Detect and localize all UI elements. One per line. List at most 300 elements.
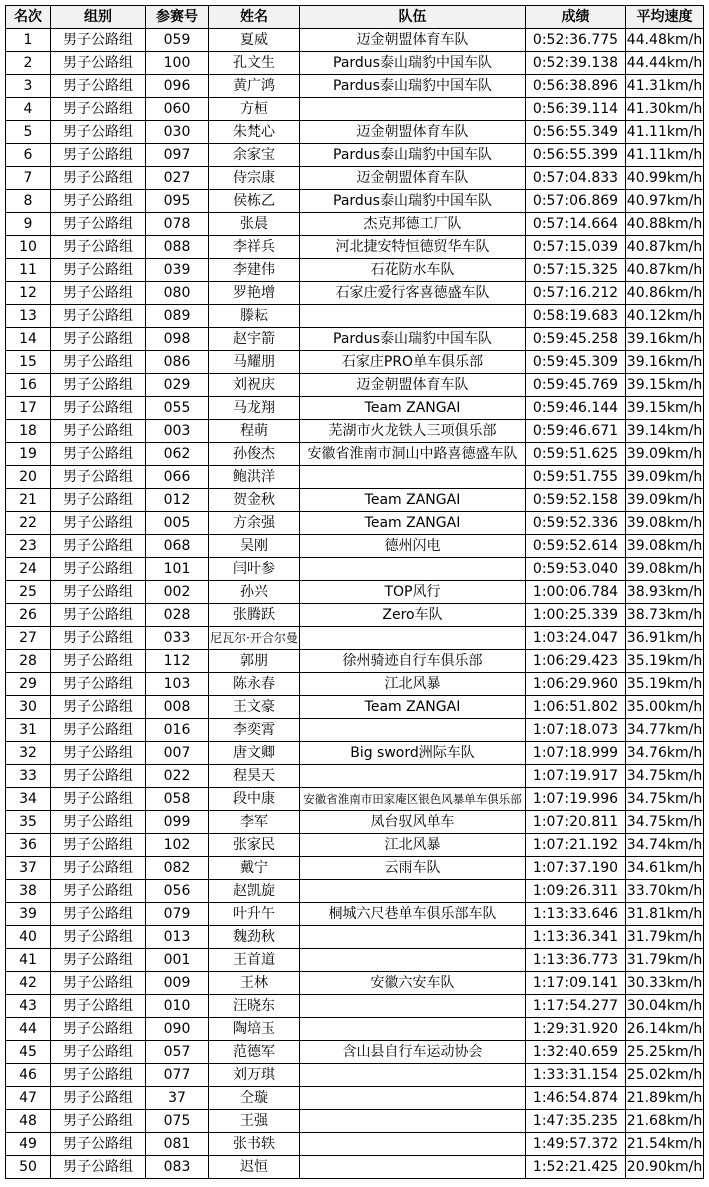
cell-name: 程昊天	[209, 765, 300, 788]
cell-name: 刘祝庆	[209, 374, 300, 397]
table-row	[6, 512, 704, 535]
table-row	[6, 535, 704, 558]
cell-name: 闫叶参	[209, 558, 300, 581]
cell-speed: 44.48km/h	[626, 29, 704, 52]
table-row	[6, 1018, 704, 1041]
results-body	[6, 29, 704, 1179]
table-row	[6, 1156, 704, 1179]
cell-rank: 24	[6, 558, 51, 581]
cell-name: 方余强	[209, 512, 300, 535]
cell-group: 男子公路组	[51, 236, 146, 259]
cell-bib: 077	[146, 1064, 209, 1087]
cell-time: 1:03:24.047	[526, 627, 626, 650]
cell-time: 0:59:46.144	[526, 397, 626, 420]
cell-group: 男子公路组	[51, 1110, 146, 1133]
cell-name: 范德军	[209, 1041, 300, 1064]
table-row	[6, 144, 704, 167]
cell-bib: 086	[146, 351, 209, 374]
cell-rank: 4	[6, 98, 51, 121]
cell-time: 0:59:45.258	[526, 328, 626, 351]
cell-bib: 099	[146, 811, 209, 834]
cell-bib: 057	[146, 1041, 209, 1064]
cell-name: 张书轶	[209, 1133, 300, 1156]
cell-group: 男子公路组	[51, 535, 146, 558]
cell-bib: 013	[146, 926, 209, 949]
cell-rank: 5	[6, 121, 51, 144]
cell-speed: 39.15km/h	[626, 374, 704, 397]
cell-team: TOP风行	[300, 581, 526, 604]
cell-time: 1:17:09.141	[526, 972, 626, 995]
cell-group: 男子公路组	[51, 788, 146, 811]
cell-time: 0:59:46.671	[526, 420, 626, 443]
cell-name: 赵宇箭	[209, 328, 300, 351]
cell-team: 徐州骑迹自行车俱乐部	[300, 650, 526, 673]
cell-speed: 44.44km/h	[626, 52, 704, 75]
cell-rank: 35	[6, 811, 51, 834]
cell-speed: 34.77km/h	[626, 719, 704, 742]
cell-rank: 2	[6, 52, 51, 75]
cell-group: 男子公路组	[51, 190, 146, 213]
table-row	[6, 1087, 704, 1110]
cell-group: 男子公路组	[51, 949, 146, 972]
cell-speed: 34.75km/h	[626, 788, 704, 811]
cell-group: 男子公路组	[51, 489, 146, 512]
cell-rank: 27	[6, 627, 51, 650]
cell-speed: 34.74km/h	[626, 834, 704, 857]
cell-time: 1:07:21.192	[526, 834, 626, 857]
table-row	[6, 75, 704, 98]
cell-speed: 39.08km/h	[626, 535, 704, 558]
cell-time: 0:58:19.683	[526, 305, 626, 328]
cell-team: Zero车队	[300, 604, 526, 627]
cell-group: 男子公路组	[51, 972, 146, 995]
cell-team: Team ZANGAI	[300, 397, 526, 420]
cell-time: 1:07:18.999	[526, 742, 626, 765]
cell-name: 夏威	[209, 29, 300, 52]
cell-name: 滕耘	[209, 305, 300, 328]
cell-group: 男子公路组	[51, 995, 146, 1018]
cell-rank: 14	[6, 328, 51, 351]
cell-time: 1:00:06.784	[526, 581, 626, 604]
cell-rank: 44	[6, 1018, 51, 1041]
header-name: 姓名	[209, 6, 300, 29]
cell-team	[300, 880, 526, 903]
cell-team: 德州闪电	[300, 535, 526, 558]
cell-rank: 23	[6, 535, 51, 558]
table-row	[6, 949, 704, 972]
cell-speed: 31.79km/h	[626, 926, 704, 949]
header-time: 成绩	[526, 6, 626, 29]
cell-time: 0:59:52.158	[526, 489, 626, 512]
cell-speed: 31.81km/h	[626, 903, 704, 926]
cell-rank: 19	[6, 443, 51, 466]
table-row	[6, 121, 704, 144]
cell-bib: 002	[146, 581, 209, 604]
cell-group: 男子公路组	[51, 75, 146, 98]
cell-time: 0:59:51.625	[526, 443, 626, 466]
cell-team: Team ZANGAI	[300, 512, 526, 535]
table-row	[6, 1110, 704, 1133]
cell-name: 孔文生	[209, 52, 300, 75]
cell-team: Pardus泰山瑞豹中国车队	[300, 52, 526, 75]
table-row	[6, 765, 704, 788]
cell-time: 1:33:31.154	[526, 1064, 626, 1087]
cell-team: 河北捷安特恒德贸华车队	[300, 236, 526, 259]
cell-time: 1:07:19.996	[526, 788, 626, 811]
cell-bib: 022	[146, 765, 209, 788]
cell-group: 男子公路组	[51, 1018, 146, 1041]
table-row	[6, 167, 704, 190]
cell-speed: 21.54km/h	[626, 1133, 704, 1156]
table-row	[6, 972, 704, 995]
cell-group: 男子公路组	[51, 144, 146, 167]
cell-team: 芜湖市火龙铁人三项俱乐部	[300, 420, 526, 443]
cell-team	[300, 765, 526, 788]
cell-speed: 33.70km/h	[626, 880, 704, 903]
cell-speed: 38.93km/h	[626, 581, 704, 604]
cell-name: 段中康	[209, 788, 300, 811]
cell-team: 江北风暴	[300, 673, 526, 696]
cell-group: 男子公路组	[51, 857, 146, 880]
cell-time: 0:57:04.833	[526, 167, 626, 190]
cell-rank: 12	[6, 282, 51, 305]
cell-group: 男子公路组	[51, 259, 146, 282]
cell-bib: 039	[146, 259, 209, 282]
cell-name: 陶培玉	[209, 1018, 300, 1041]
cell-group: 男子公路组	[51, 29, 146, 52]
cell-rank: 41	[6, 949, 51, 972]
cell-rank: 16	[6, 374, 51, 397]
cell-bib: 009	[146, 972, 209, 995]
table-row	[6, 558, 704, 581]
cell-group: 男子公路组	[51, 420, 146, 443]
cell-rank: 7	[6, 167, 51, 190]
cell-team	[300, 1064, 526, 1087]
cell-name: 郭朋	[209, 650, 300, 673]
table-row	[6, 926, 704, 949]
table-row	[6, 627, 704, 650]
table-row	[6, 1133, 704, 1156]
cell-name: 马龙翔	[209, 397, 300, 420]
table-row	[6, 305, 704, 328]
cell-team	[300, 1156, 526, 1179]
cell-time: 0:57:15.325	[526, 259, 626, 282]
cell-team: 迈金朝盟体育车队	[300, 374, 526, 397]
cell-time: 1:07:19.917	[526, 765, 626, 788]
table-row	[6, 328, 704, 351]
cell-name: 程萌	[209, 420, 300, 443]
cell-group: 男子公路组	[51, 696, 146, 719]
cell-group: 男子公路组	[51, 397, 146, 420]
cell-speed: 41.11km/h	[626, 144, 704, 167]
cell-bib: 079	[146, 903, 209, 926]
cell-bib: 008	[146, 696, 209, 719]
header-row	[6, 6, 704, 29]
cell-time: 0:59:52.336	[526, 512, 626, 535]
cell-team: 江北风暴	[300, 834, 526, 857]
table-row	[6, 29, 704, 52]
cell-name: 余家宝	[209, 144, 300, 167]
cell-bib: 033	[146, 627, 209, 650]
cell-time: 0:59:51.755	[526, 466, 626, 489]
cell-bib: 062	[146, 443, 209, 466]
cell-team	[300, 98, 526, 121]
cell-bib: 102	[146, 834, 209, 857]
cell-team: 安徽六安车队	[300, 972, 526, 995]
table-row	[6, 696, 704, 719]
cell-bib: 030	[146, 121, 209, 144]
cell-name: 鲍洪洋	[209, 466, 300, 489]
cell-team: Team ZANGAI	[300, 696, 526, 719]
cell-team	[300, 1018, 526, 1041]
cell-name: 赵凯旋	[209, 880, 300, 903]
cell-speed: 25.25km/h	[626, 1041, 704, 1064]
cell-time: 1:52:21.425	[526, 1156, 626, 1179]
cell-rank: 22	[6, 512, 51, 535]
cell-name: 张家民	[209, 834, 300, 857]
cell-name: 孙俊杰	[209, 443, 300, 466]
cell-bib: 112	[146, 650, 209, 673]
cell-team: Big sword洲际车队	[300, 742, 526, 765]
cell-speed: 21.89km/h	[626, 1087, 704, 1110]
cell-rank: 26	[6, 604, 51, 627]
cell-team: 迈金朝盟体育车队	[300, 29, 526, 52]
results-table	[5, 5, 704, 1179]
cell-speed: 39.16km/h	[626, 351, 704, 374]
cell-group: 男子公路组	[51, 282, 146, 305]
cell-bib: 095	[146, 190, 209, 213]
cell-speed: 41.11km/h	[626, 121, 704, 144]
cell-bib: 055	[146, 397, 209, 420]
cell-speed: 31.79km/h	[626, 949, 704, 972]
table-row	[6, 581, 704, 604]
cell-rank: 11	[6, 259, 51, 282]
cell-bib: 005	[146, 512, 209, 535]
cell-group: 男子公路组	[51, 650, 146, 673]
cell-rank: 25	[6, 581, 51, 604]
table-row	[6, 397, 704, 420]
cell-time: 0:59:53.040	[526, 558, 626, 581]
cell-name: 贺金秋	[209, 489, 300, 512]
cell-time: 1:06:29.423	[526, 650, 626, 673]
cell-bib: 098	[146, 328, 209, 351]
cell-name: 马耀朋	[209, 351, 300, 374]
cell-rank: 1	[6, 29, 51, 52]
cell-rank: 28	[6, 650, 51, 673]
cell-group: 男子公路组	[51, 742, 146, 765]
cell-name: 吴刚	[209, 535, 300, 558]
cell-time: 1:13:36.341	[526, 926, 626, 949]
cell-name: 方桓	[209, 98, 300, 121]
cell-speed: 39.08km/h	[626, 512, 704, 535]
cell-time: 0:59:45.309	[526, 351, 626, 374]
header-team: 队伍	[300, 6, 526, 29]
cell-group: 男子公路组	[51, 1133, 146, 1156]
cell-group: 男子公路组	[51, 558, 146, 581]
cell-name: 张腾跃	[209, 604, 300, 627]
cell-speed: 35.19km/h	[626, 650, 704, 673]
cell-team: Team ZANGAI	[300, 489, 526, 512]
cell-bib: 029	[146, 374, 209, 397]
table-row	[6, 1041, 704, 1064]
table-row	[6, 880, 704, 903]
cell-name: 仝璇	[209, 1087, 300, 1110]
cell-group: 男子公路组	[51, 765, 146, 788]
cell-group: 男子公路组	[51, 305, 146, 328]
table-row	[6, 788, 704, 811]
cell-name: 侯栋乙	[209, 190, 300, 213]
cell-name: 王文豪	[209, 696, 300, 719]
cell-group: 男子公路组	[51, 811, 146, 834]
cell-rank: 15	[6, 351, 51, 374]
table-row	[6, 190, 704, 213]
cell-team	[300, 466, 526, 489]
table-row	[6, 489, 704, 512]
table-row	[6, 52, 704, 75]
cell-bib: 101	[146, 558, 209, 581]
table-row	[6, 259, 704, 282]
cell-bib: 37	[146, 1087, 209, 1110]
cell-team: 迈金朝盟体育车队	[300, 121, 526, 144]
cell-speed: 35.00km/h	[626, 696, 704, 719]
cell-team: 石花防水车队	[300, 259, 526, 282]
cell-group: 男子公路组	[51, 880, 146, 903]
cell-rank: 21	[6, 489, 51, 512]
cell-rank: 8	[6, 190, 51, 213]
table-row	[6, 236, 704, 259]
cell-group: 男子公路组	[51, 121, 146, 144]
cell-group: 男子公路组	[51, 351, 146, 374]
cell-group: 男子公路组	[51, 903, 146, 926]
cell-team: 含山县自行车运动协会	[300, 1041, 526, 1064]
cell-name: 唐文卿	[209, 742, 300, 765]
cell-name: 刘万琪	[209, 1064, 300, 1087]
cell-name: 朱梵心	[209, 121, 300, 144]
cell-rank: 47	[6, 1087, 51, 1110]
cell-name: 尼瓦尔·开合尔曼	[209, 627, 300, 650]
cell-group: 男子公路组	[51, 581, 146, 604]
cell-name: 李奕霄	[209, 719, 300, 742]
cell-team: Pardus泰山瑞豹中国车队	[300, 75, 526, 98]
cell-bib: 059	[146, 29, 209, 52]
cell-group: 男子公路组	[51, 512, 146, 535]
cell-team: 桐城六尺巷单车俱乐部车队	[300, 903, 526, 926]
cell-team: 杰克邦德工厂队	[300, 213, 526, 236]
cell-speed: 39.09km/h	[626, 489, 704, 512]
cell-time: 0:56:55.349	[526, 121, 626, 144]
cell-bib: 003	[146, 420, 209, 443]
cell-team: Pardus泰山瑞豹中国车队	[300, 190, 526, 213]
cell-speed: 30.33km/h	[626, 972, 704, 995]
cell-rank: 37	[6, 857, 51, 880]
cell-time: 1:06:51.802	[526, 696, 626, 719]
cell-speed: 38.73km/h	[626, 604, 704, 627]
table-row	[6, 213, 704, 236]
cell-rank: 40	[6, 926, 51, 949]
header-bib: 参赛号	[146, 6, 209, 29]
table-row	[6, 443, 704, 466]
cell-group: 男子公路组	[51, 466, 146, 489]
cell-name: 李建伟	[209, 259, 300, 282]
cell-bib: 060	[146, 98, 209, 121]
cell-bib: 075	[146, 1110, 209, 1133]
cell-speed: 40.12km/h	[626, 305, 704, 328]
cell-bib: 096	[146, 75, 209, 98]
cell-team	[300, 627, 526, 650]
cell-time: 0:52:36.775	[526, 29, 626, 52]
table-row	[6, 650, 704, 673]
cell-name: 张晨	[209, 213, 300, 236]
cell-time: 0:59:52.614	[526, 535, 626, 558]
cell-speed: 34.75km/h	[626, 765, 704, 788]
cell-time: 1:32:40.659	[526, 1041, 626, 1064]
cell-group: 男子公路组	[51, 627, 146, 650]
cell-bib: 027	[146, 167, 209, 190]
cell-team	[300, 1110, 526, 1133]
cell-speed: 40.88km/h	[626, 213, 704, 236]
cell-speed: 36.91km/h	[626, 627, 704, 650]
cell-group: 男子公路组	[51, 213, 146, 236]
cell-bib: 103	[146, 673, 209, 696]
cell-group: 男子公路组	[51, 1156, 146, 1179]
cell-name: 孙兴	[209, 581, 300, 604]
table-row	[6, 98, 704, 121]
table-row	[6, 1064, 704, 1087]
cell-speed: 34.76km/h	[626, 742, 704, 765]
cell-time: 0:56:38.896	[526, 75, 626, 98]
cell-rank: 39	[6, 903, 51, 926]
cell-name: 汪晓东	[209, 995, 300, 1018]
cell-team: 安徽省淮南市洞山中路喜德盛车队	[300, 443, 526, 466]
table-row	[6, 903, 704, 926]
cell-speed: 40.87km/h	[626, 259, 704, 282]
cell-bib: 068	[146, 535, 209, 558]
cell-team: 凤台驭风单车	[300, 811, 526, 834]
cell-bib: 010	[146, 995, 209, 1018]
cell-name: 李军	[209, 811, 300, 834]
cell-rank: 30	[6, 696, 51, 719]
cell-group: 男子公路组	[51, 98, 146, 121]
cell-team	[300, 1133, 526, 1156]
cell-name: 魏劲秋	[209, 926, 300, 949]
cell-team: 迈金朝盟体育车队	[300, 167, 526, 190]
cell-team	[300, 719, 526, 742]
cell-time: 1:07:18.073	[526, 719, 626, 742]
cell-group: 男子公路组	[51, 167, 146, 190]
cell-bib: 089	[146, 305, 209, 328]
cell-bib: 097	[146, 144, 209, 167]
cell-bib: 016	[146, 719, 209, 742]
cell-speed: 39.09km/h	[626, 443, 704, 466]
cell-rank: 42	[6, 972, 51, 995]
header-rank: 名次	[6, 6, 51, 29]
cell-rank: 13	[6, 305, 51, 328]
cell-rank: 36	[6, 834, 51, 857]
cell-time: 0:59:45.769	[526, 374, 626, 397]
cell-team: Pardus泰山瑞豹中国车队	[300, 144, 526, 167]
cell-bib: 088	[146, 236, 209, 259]
cell-speed: 40.86km/h	[626, 282, 704, 305]
cell-team	[300, 305, 526, 328]
cell-speed: 26.14km/h	[626, 1018, 704, 1041]
cell-group: 男子公路组	[51, 1064, 146, 1087]
cell-speed: 39.15km/h	[626, 397, 704, 420]
cell-speed: 40.87km/h	[626, 236, 704, 259]
cell-time: 1:13:33.646	[526, 903, 626, 926]
cell-speed: 39.16km/h	[626, 328, 704, 351]
cell-group: 男子公路组	[51, 1041, 146, 1064]
cell-rank: 31	[6, 719, 51, 742]
